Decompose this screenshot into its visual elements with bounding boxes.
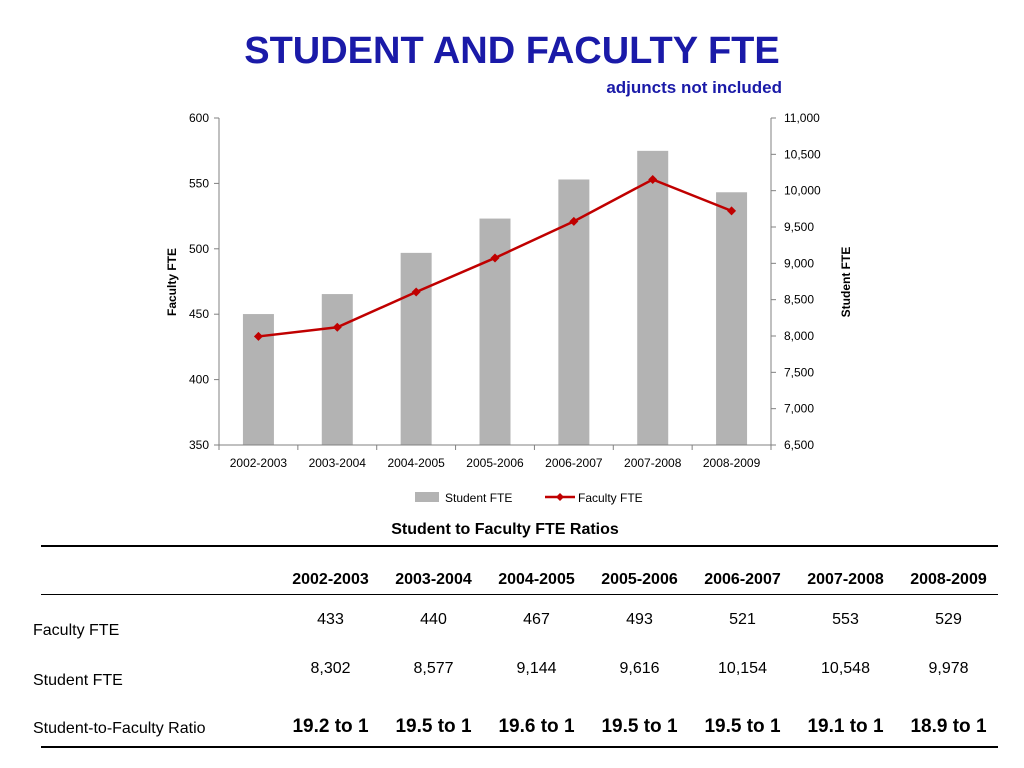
right-tick-label: 7,000	[784, 401, 815, 416]
student-fte-cell: 9,616	[619, 660, 660, 677]
right-tick-label: 6,500	[784, 438, 815, 452]
chart-subtitle: adjuncts not included	[606, 78, 782, 97]
table-caption: Student to Faculty FTE Ratios	[391, 521, 619, 538]
legend-label-student-fte: Student FTE	[445, 491, 513, 505]
legend-label-faculty-fte: Faculty FTE	[578, 491, 643, 505]
ratio-cell: 19.2 to 1	[292, 716, 369, 737]
left-axis-title: Faculty FTE	[165, 247, 179, 317]
ratio-cell: 19.5 to 1	[704, 716, 781, 737]
right-tick-label: 9,000	[784, 256, 815, 271]
row-label-ratio: Student-to-Faculty Ratio	[33, 720, 206, 737]
legend-marker-faculty-fte	[556, 493, 564, 501]
right-tick-label: 9,500	[784, 220, 815, 234]
x-tick-label: 2003-2004	[308, 456, 366, 470]
student-fte-cell: 10,154	[718, 660, 767, 677]
bar-student-fte	[637, 151, 668, 445]
right-tick-label: 10,000	[784, 183, 821, 198]
ratio-cell: 19.5 to 1	[601, 716, 678, 737]
student-fte-cell: 9,978	[928, 660, 969, 677]
faculty-fte-cell: 440	[420, 611, 447, 628]
table-header-cell: 2005-2006	[601, 571, 678, 588]
row-label-faculty: Faculty FTE	[33, 622, 120, 639]
ratio-cell: 19.1 to 1	[807, 716, 884, 737]
bar-student-fte	[322, 294, 353, 445]
right-axis-title: Student FTE	[839, 246, 853, 318]
faculty-fte-cell: 521	[729, 611, 756, 628]
right-tick-label: 8,500	[784, 292, 815, 307]
left-tick-label: 350	[188, 438, 209, 452]
faculty-fte-cell: 467	[523, 611, 550, 628]
x-tick-label: 2006-2007	[545, 456, 603, 470]
table-header-cell: 2006-2007	[704, 571, 781, 588]
right-tick-label: 7,500	[784, 365, 815, 380]
right-tick-label: 8,000	[784, 329, 815, 343]
faculty-fte-cell: 529	[935, 611, 962, 628]
chart-title: STUDENT AND FACULTY FTE	[244, 30, 780, 72]
x-tick-label: 2008-2009	[702, 456, 761, 470]
table-header-cell: 2003-2004	[395, 571, 472, 588]
table-header-cell: 2007-2008	[807, 571, 884, 588]
table-top-rule	[41, 545, 998, 547]
bar-student-fte	[401, 253, 432, 445]
faculty-fte-cell: 493	[626, 611, 653, 628]
table-header-cell: 2008-2009	[910, 571, 987, 588]
left-tick-label: 450	[188, 307, 209, 322]
left-tick-label: 550	[188, 176, 209, 191]
x-tick-label: 2002-2003	[229, 456, 288, 470]
bar-student-fte	[716, 192, 747, 445]
ratio-cell: 18.9 to 1	[910, 716, 987, 737]
left-tick-label: 400	[188, 372, 209, 387]
x-tick-label: 2005-2006	[466, 456, 524, 470]
x-tick-label: 2007-2008	[624, 456, 682, 470]
x-tick-label: 2004-2005	[387, 456, 445, 470]
row-label-student: Student FTE	[33, 672, 123, 689]
faculty-fte-cell: 553	[832, 611, 859, 628]
left-tick-label: 500	[188, 241, 209, 256]
ratio-cell: 19.5 to 1	[395, 716, 472, 737]
student-fte-cell: 8,302	[310, 660, 351, 677]
student-fte-cell: 10,548	[821, 660, 870, 677]
legend-swatch-student-fte	[415, 492, 439, 502]
faculty-fte-cell: 433	[317, 611, 344, 628]
table-header-cell: 2002-2003	[292, 571, 369, 588]
table-bottom-rule	[41, 746, 998, 748]
student-fte-cell: 9,144	[516, 660, 557, 677]
table-header-rule	[41, 594, 998, 595]
ratio-cell: 19.6 to 1	[498, 716, 575, 737]
right-tick-label: 10,500	[784, 147, 821, 162]
left-tick-label: 600	[188, 111, 209, 125]
right-tick-label: 11,000	[784, 111, 820, 125]
student-fte-cell: 8,577	[413, 660, 454, 677]
table-header-cell: 2004-2005	[498, 571, 575, 588]
